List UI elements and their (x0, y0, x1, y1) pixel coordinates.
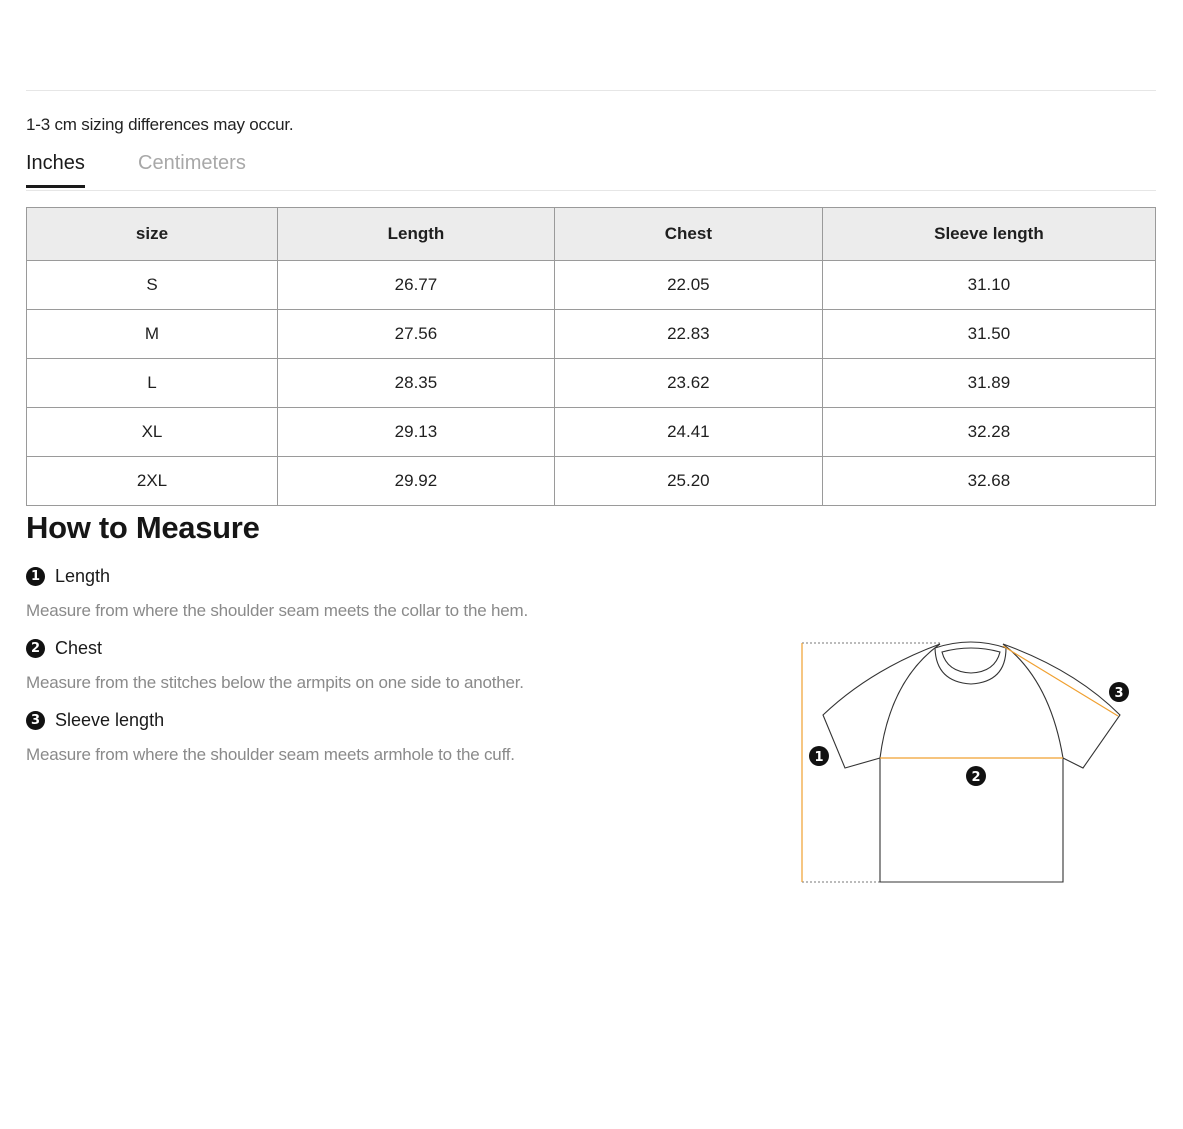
raglan-left (880, 644, 940, 758)
table-cell: 27.56 (277, 310, 554, 359)
top-divider (26, 90, 1156, 91)
table-cell: 26.77 (277, 261, 554, 310)
table-cell: 2XL (27, 457, 278, 506)
table-cell: 31.50 (822, 310, 1155, 359)
table-cell: S (27, 261, 278, 310)
measure-item-chest (26, 638, 726, 693)
marker-3-label: 3 (1114, 686, 1124, 701)
column-header: Sleeve length (822, 208, 1155, 261)
marker-1-icon (809, 746, 829, 766)
measure-heading (26, 566, 726, 587)
number-2-icon: 2 (26, 639, 45, 658)
table-cell: 23.62 (554, 359, 822, 408)
marker-3-icon (1109, 682, 1129, 702)
column-header: Length (277, 208, 554, 261)
sizing-note: 1-3 cm sizing differences may occur. (26, 115, 294, 134)
unit-tabs (26, 150, 1156, 191)
tshirt-diagram-svg (790, 630, 1140, 895)
marker-2-label: 2 (971, 770, 981, 785)
measure-description: Measure from where the shoulder seam meets armhole to the cuff. (26, 745, 515, 764)
table-cell: 24.41 (554, 408, 822, 457)
table-header-row (27, 208, 1156, 261)
column-header: Chest (554, 208, 822, 261)
table-cell: XL (27, 408, 278, 457)
table-cell: 31.10 (822, 261, 1155, 310)
measure-heading (26, 638, 726, 659)
measure-label: Length (55, 566, 111, 586)
measure-label: Sleeve length (55, 710, 165, 730)
sleeve-line (1003, 646, 1118, 716)
measure-item-length (26, 566, 726, 621)
table-cell: 31.89 (822, 359, 1155, 408)
how-to-measure-title: How to Measure (26, 510, 260, 545)
size-table (26, 207, 1156, 506)
measure-item-sleeve-length (26, 710, 726, 765)
marker-2-icon (966, 766, 986, 786)
tshirt-measurement-diagram (790, 630, 1140, 895)
table-cell: 29.13 (277, 408, 554, 457)
table-cell: L (27, 359, 278, 408)
table-row (27, 310, 1156, 359)
table-cell: 22.05 (554, 261, 822, 310)
marker-1-label: 1 (814, 750, 824, 765)
table-cell: 29.92 (277, 457, 554, 506)
table-cell: 32.68 (822, 457, 1155, 506)
tab-inches[interactable]: Inches (26, 152, 85, 188)
table-cell: M (27, 310, 278, 359)
table-row (27, 261, 1156, 310)
number-3-icon: 3 (26, 711, 45, 730)
table-cell: 22.83 (554, 310, 822, 359)
table-cell: 32.28 (822, 408, 1155, 457)
number-1-icon: 1 (26, 567, 45, 586)
raglan-right (1003, 644, 1063, 758)
table-row (27, 359, 1156, 408)
column-header: size (27, 208, 278, 261)
measure-label: Chest (55, 638, 103, 658)
table-cell: 25.20 (554, 457, 822, 506)
measure-description: Measure from the stitches below the armpits on one side to another. (26, 673, 524, 692)
table-cell: 28.35 (277, 359, 554, 408)
table-row (27, 457, 1156, 506)
measure-heading (26, 710, 726, 731)
measure-description: Measure from where the shoulder seam meets the collar to the hem. (26, 601, 528, 620)
table-row (27, 408, 1156, 457)
tab-centimeters[interactable]: Centimeters (138, 152, 246, 174)
